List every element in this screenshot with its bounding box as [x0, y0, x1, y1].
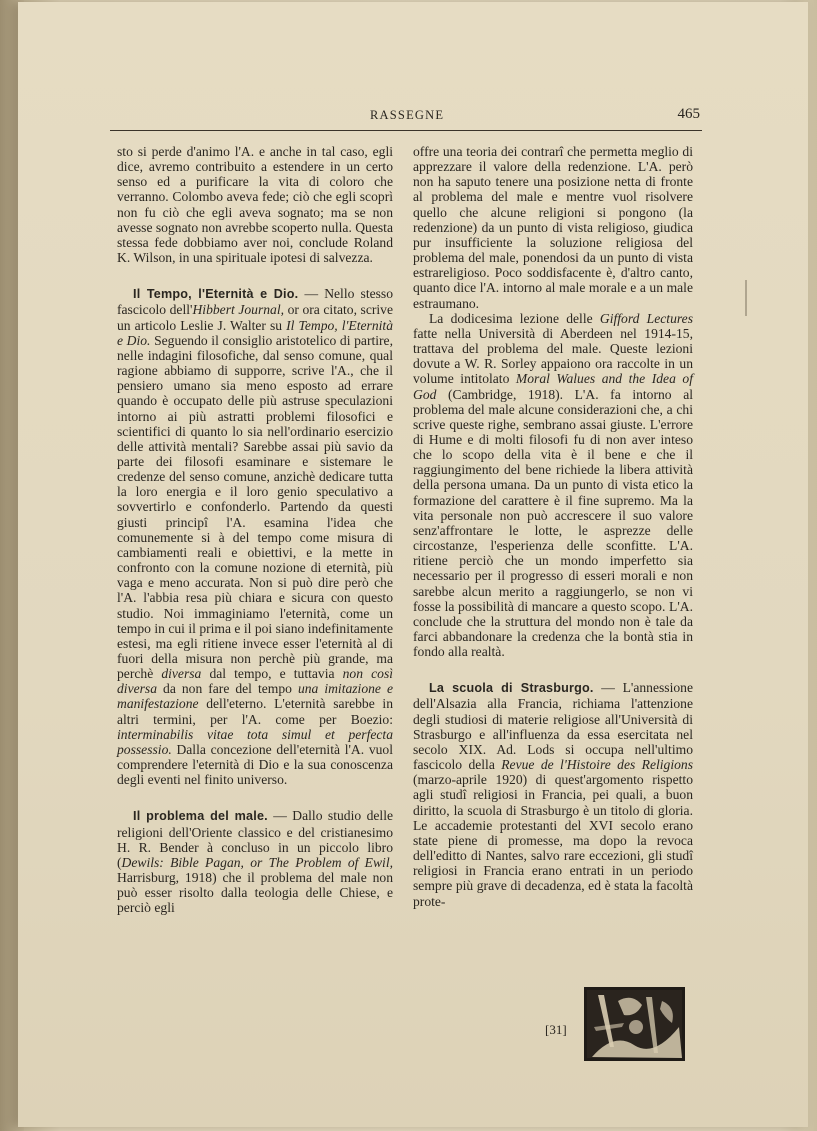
paragraph-gifford: La dodicesima lezione delle Gifford Lectures fatte nella Università di Aberdeen nel 1914-15, trattava del problema del male. Queste lezioni dovute a W. R. Sorley appaiono ora raccolte in un volume intitolato Moral Walues and the Idea of God (Cambridge, 1918). L'A. fa intorno al problema del male alcune considerazioni che, a chi scrive queste righe, sembrano assai giuste. L'errore di Hume e di molti filosofi fu di non aver inteso che lo scopo della vita è il bene e che il raggiungimento del bene richiede la libera attività della persona umana. Da un punto di vista etico la formazione del carattere è il fine supremo. Ma la vita personale non può accrescere il suo valore senz'affrontare le lotte, le asprezze delle circostanze, l'esperienza delle sconfitte. L'A. ritiene perciò che un mondo imperfetto sia necessario per il progresso di esseri morali e non sarebbe alcun merito a raggiungerlo, se non vi fosse la possibilità di mancare a questo scopo. L'A. conclude che la struttura del mondo non è tale da farci abbandonare la credenza che la bontà stia in fondo alla realtà.	[413, 310, 693, 660]
margin-pencil-mark	[745, 280, 747, 316]
section-strasburgo: La scuola di Strasburgo. — L'annessione dell'Alsazia alla Francia, richiama l'attenzione degli studiosi di materie religiose all'Università di Strasburgo e all'influenza da essa esercitata nel secolo XIX. Ad. Lods si occupa nell'ultimo fascicolo della Revue de l'Histoire des Religions (marzo-aprile 1920) di quest'argomento rispetto agli studî religiosi in Francia, pei quali, a buon diritto, la scuola di Strasburgo è un titolo di gloria. Le accademie protestanti del XVI secolo erano state piene di promesse, ma dopo la revoca dell'editto di Nantes, salvo rare eccezioni, gli studî religiosi in Francia erano entrati in un periodo sempre più grave di decadenza, ed è stata la facoltà prote-	[413, 680, 693, 909]
page-number: 465	[677, 106, 700, 122]
section-tempo: Il Tempo, l'Eternità e Dio. — Nello stesso fascicolo dell'Hibbert Journal, or ora citato, scrive un articolo Leslie J. Walter su Il Tempo, l'Eternità e Dio. Seguendo il consiglio aristotelico di partire, nelle indagini filosofiche, dal senso comune, qual ragione abbiamo di supporre, scrive l'A., che il pensiero umano sia meno esposto ad errare quando è occupato delle più astruse speculazioni intorno ai più astratti problemi filosofici e scientifici di quanto lo sia nell'ordinario esercizio delle attività mentali? Sarebbe assai più savio da parte dei filosofi esaminare e sistemare le credenze del senso comune, anzichè dedicare tutta la loro energia e il loro genio speculativo a sovvertirlo e confonderlo. Partendo da questi giusti principî l'A. esamina l'idea che comunemente si à del tempo come misura di cambiamenti reali e obiettivi, e la mette in confronto con la comune nozione di eternità, più vaga e meno accurata. Non si può dire però che l'A. l'abbia resa più chiara e sicura con questo studio. Noi immaginiamo l'eternità, come un tempo in cui il prima e il poi siano indefinitamente estesi, ma egli ritiene invece esser l'eternità al di fuori della misura non perchè più grande, ma perchè diversa dal tempo, e tuttavia non così diversa da non fare del tempo una imitazione e manifestazione dell'eterno. L'eternità sarebbe in altri termini, per l'A. come per Boezio: interminabilis vitae tota simul et perfecta possessio. Dalla concezione dell'eternità l'A. vuol comprendere l'eternità di Dio e la sua conoscenza degli eventi nel finito universo.	[117, 286, 394, 788]
section-heading: Il problema del male.	[133, 809, 268, 824]
running-title: RASSEGNE	[370, 108, 445, 122]
section-heading: Il Tempo, l'Eternità e Dio.	[133, 287, 299, 302]
left-column	[117, 144, 393, 916]
section-heading: La scuola di Strasburgo.	[429, 681, 594, 696]
signature-mark: [31]	[545, 1022, 567, 1037]
woodcut-vignette-icon	[584, 987, 685, 1061]
header-rule	[110, 130, 702, 131]
paragraph: offre una teoria dei contrarî che permetta meglio di apprezzare il valore della redenzione. L'A. però non ha saputo tenere una posizione netta di fronte al problema del male e mentre vuol risolvere quello che alcune religioni si pongono (la redenzione) da un punto di vista religioso, giudica pur insufficiente la soluzione religiosa del problema del male, ponendosi da un punto di vista estrareligioso. Poco soddisfacente è, d'altro canto, quanto dice l'A. intorno al male morale e a un male estraumano.	[413, 144, 693, 311]
section-male: Il problema del male. — Dallo studio delle religioni dell'Oriente classico e del cristianesimo H. R. Bender à concluso in un piccolo libro (Dewils: Bible Pagan, or The Problem of Ewil, Harrisburg, 1918) che il problema del male non può esser risolto dalla teologia delle Chiese, e perciò egli	[117, 808, 393, 916]
page-header	[110, 106, 700, 128]
paragraph: sto si perde d'animo l'A. e anche in tal caso, egli dice, avremo contribuito a estendere in un certo senso ed a purificare la vita di coloro che verranno. Colombo aveva fede; ciò che egli scoprì non fu ciò che egli aveva sognato; ma se non avesse sognato non avrebbe scoperto nulla. Questa stessa fede dobbiamo aver noi, conclude Roland K. Wilson, in una spirituale ipotesi di salvezza.	[117, 144, 393, 266]
right-column	[413, 144, 693, 909]
